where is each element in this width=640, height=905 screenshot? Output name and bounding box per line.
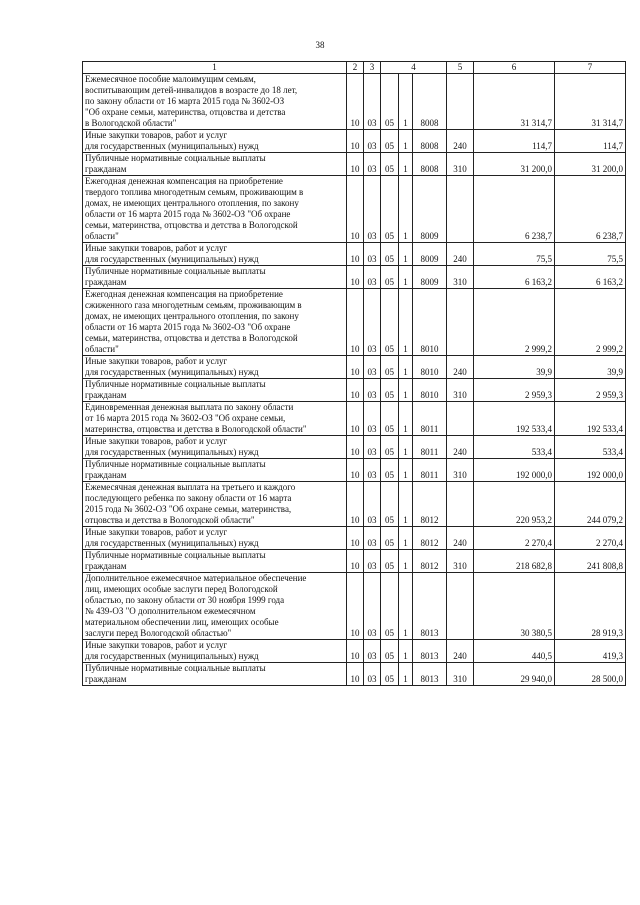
expense-type-code: 310 (447, 663, 474, 686)
amount-year-2: 419,3 (555, 640, 626, 663)
expense-code: 8011 (413, 459, 447, 482)
row-description: Иные закупки товаров, работ и услуг для государственных (муниципальных) нужд (83, 436, 347, 459)
table-row (83, 289, 626, 356)
row-description: Иные закупки товаров, работ и услуг для государственных (муниципальных) нужд (83, 527, 347, 550)
header-row (83, 62, 626, 74)
subprogram-code: 1 (399, 436, 413, 459)
amount-year-2: 192 000,0 (555, 459, 626, 482)
amount-year-1: 75,5 (474, 243, 555, 266)
subsection-code: 03 (364, 74, 381, 130)
section-code: 10 (347, 356, 364, 379)
expense-type-code: 310 (447, 266, 474, 289)
subsection-code: 03 (364, 436, 381, 459)
column-header-1: 1 (83, 62, 347, 74)
subprogram-code: 1 (399, 573, 413, 640)
program-code: 05 (381, 663, 399, 686)
expense-type-code: 310 (447, 459, 474, 482)
expense-code: 8013 (413, 640, 447, 663)
program-code: 05 (381, 640, 399, 663)
section-code: 10 (347, 573, 364, 640)
subprogram-code: 1 (399, 482, 413, 527)
column-header-7: 7 (555, 62, 626, 74)
program-code: 05 (381, 436, 399, 459)
expense-code: 8010 (413, 356, 447, 379)
section-code: 10 (347, 459, 364, 482)
expense-type-code (447, 482, 474, 527)
expense-type-code: 240 (447, 640, 474, 663)
section-code: 10 (347, 402, 364, 436)
row-description: Публичные нормативные социальные выплаты гражданам (83, 379, 347, 402)
program-code: 05 (381, 266, 399, 289)
amount-year-1: 192 533,4 (474, 402, 555, 436)
amount-year-1: 31 314,7 (474, 74, 555, 130)
row-description: Ежемесячная денежная выплата на третьего и каждого последующего ребенка по закону области от 16 марта 2015 года № 3602-ОЗ "Об охране семьи, материнства, отцовства и детства в Вологодской области" (83, 482, 347, 527)
subprogram-code: 1 (399, 130, 413, 153)
table-row (83, 459, 626, 482)
amount-year-1: 39,9 (474, 356, 555, 379)
program-code: 05 (381, 289, 399, 356)
program-code: 05 (381, 459, 399, 482)
expense-code: 8009 (413, 176, 447, 243)
section-code: 10 (347, 482, 364, 527)
row-description: Ежегодная денежная компенсация на приобретение твердого топлива многодетным семьям, проживающим в домах, не имеющих центрального отопления, по закону области от 16 марта 2015 года № 3602-ОЗ "Об охране семьи, материнства, отцовства и детства в Вологодской области" (83, 176, 347, 243)
subsection-code: 03 (364, 130, 381, 153)
table-row (83, 640, 626, 663)
row-description: Публичные нормативные социальные выплаты гражданам (83, 663, 347, 686)
section-code: 10 (347, 527, 364, 550)
amount-year-2: 75,5 (555, 243, 626, 266)
subsection-code: 03 (364, 289, 381, 356)
expense-code: 8012 (413, 527, 447, 550)
expense-code: 8008 (413, 74, 447, 130)
subprogram-code: 1 (399, 289, 413, 356)
expense-type-code: 310 (447, 550, 474, 573)
section-code: 10 (347, 153, 364, 176)
expense-code: 8011 (413, 402, 447, 436)
row-description: Ежегодная денежная компенсация на приобретение сжиженного газа многодетным семьям, проживающим в домах, не имеющих центрального отопления, по закону области от 16 марта 2015 года № 3602-ОЗ "Об охране семьи, материнства, отцовства и детства в Вологодской области" (83, 289, 347, 356)
expense-type-code: 310 (447, 379, 474, 402)
expense-code: 8010 (413, 289, 447, 356)
amount-year-1: 533,4 (474, 436, 555, 459)
page-number: 38 (315, 40, 325, 50)
section-code: 10 (347, 74, 364, 130)
section-code: 10 (347, 379, 364, 402)
table-row (83, 527, 626, 550)
amount-year-1: 6 238,7 (474, 176, 555, 243)
amount-year-1: 29 940,0 (474, 663, 555, 686)
amount-year-2: 6 238,7 (555, 176, 626, 243)
subsection-code: 03 (364, 459, 381, 482)
amount-year-2: 31 200,0 (555, 153, 626, 176)
amount-year-1: 114,7 (474, 130, 555, 153)
column-header-2: 2 (347, 62, 364, 74)
table-row (83, 266, 626, 289)
amount-year-1: 218 682,8 (474, 550, 555, 573)
amount-year-1: 2 959,3 (474, 379, 555, 402)
program-code: 05 (381, 527, 399, 550)
amount-year-1: 6 163,2 (474, 266, 555, 289)
column-header-6: 6 (474, 62, 555, 74)
amount-year-2: 28 919,3 (555, 573, 626, 640)
subsection-code: 03 (364, 402, 381, 436)
subsection-code: 03 (364, 573, 381, 640)
expense-type-code (447, 289, 474, 356)
subsection-code: 03 (364, 153, 381, 176)
expense-code: 8010 (413, 379, 447, 402)
expense-code: 8008 (413, 153, 447, 176)
row-description: Публичные нормативные социальные выплаты гражданам (83, 459, 347, 482)
subprogram-code: 1 (399, 550, 413, 573)
row-description: Иные закупки товаров, работ и услуг для государственных (муниципальных) нужд (83, 640, 347, 663)
subsection-code: 03 (364, 527, 381, 550)
subsection-code: 03 (364, 243, 381, 266)
expense-type-code: 240 (447, 436, 474, 459)
row-description: Публичные нормативные социальные выплаты гражданам (83, 550, 347, 573)
program-code: 05 (381, 573, 399, 640)
expense-type-code: 240 (447, 130, 474, 153)
amount-year-2: 192 533,4 (555, 402, 626, 436)
column-header-3: 3 (364, 62, 381, 74)
expense-code: 8011 (413, 436, 447, 459)
subprogram-code: 1 (399, 402, 413, 436)
amount-year-2: 533,4 (555, 436, 626, 459)
row-description: Единовременная денежная выплата по закону области от 16 марта 2015 года № 3602-ОЗ "Об охране семьи, материнства, отцовства и детства в Вологодской области" (83, 402, 347, 436)
row-description: Иные закупки товаров, работ и услуг для государственных (муниципальных) нужд (83, 243, 347, 266)
program-code: 05 (381, 356, 399, 379)
expense-code: 8012 (413, 482, 447, 527)
subprogram-code: 1 (399, 459, 413, 482)
amount-year-2: 241 808,8 (555, 550, 626, 573)
table-row (83, 243, 626, 266)
section-code: 10 (347, 289, 364, 356)
program-code: 05 (381, 379, 399, 402)
subsection-code: 03 (364, 356, 381, 379)
program-code: 05 (381, 74, 399, 130)
program-code: 05 (381, 176, 399, 243)
budget-table (82, 61, 626, 686)
expense-type-code: 310 (447, 153, 474, 176)
amount-year-2: 244 079,2 (555, 482, 626, 527)
subsection-code: 03 (364, 379, 381, 402)
amount-year-1: 2 999,2 (474, 289, 555, 356)
amount-year-2: 39,9 (555, 356, 626, 379)
table-row (83, 436, 626, 459)
subprogram-code: 1 (399, 379, 413, 402)
expense-type-code: 240 (447, 527, 474, 550)
section-code: 10 (347, 243, 364, 266)
amount-year-1: 2 270,4 (474, 527, 555, 550)
expense-type-code (447, 176, 474, 243)
subsection-code: 03 (364, 640, 381, 663)
section-code: 10 (347, 640, 364, 663)
subprogram-code: 1 (399, 153, 413, 176)
expense-type-code: 240 (447, 356, 474, 379)
subprogram-code: 1 (399, 266, 413, 289)
amount-year-2: 2 270,4 (555, 527, 626, 550)
column-header-5: 5 (447, 62, 474, 74)
table-row (83, 550, 626, 573)
expense-type-code (447, 573, 474, 640)
subprogram-code: 1 (399, 74, 413, 130)
expense-code: 8008 (413, 130, 447, 153)
section-code: 10 (347, 436, 364, 459)
program-code: 05 (381, 482, 399, 527)
amount-year-2: 114,7 (555, 130, 626, 153)
table-row (83, 402, 626, 436)
table-row (83, 130, 626, 153)
subsection-code: 03 (364, 550, 381, 573)
amount-year-1: 440,5 (474, 640, 555, 663)
amount-year-2: 6 163,2 (555, 266, 626, 289)
subsection-code: 03 (364, 482, 381, 527)
table-row (83, 74, 626, 130)
subprogram-code: 1 (399, 176, 413, 243)
section-code: 10 (347, 663, 364, 686)
expense-code: 8013 (413, 573, 447, 640)
amount-year-1: 30 380,5 (474, 573, 555, 640)
table-row (83, 176, 626, 243)
subprogram-code: 1 (399, 243, 413, 266)
row-description: Публичные нормативные социальные выплаты гражданам (83, 153, 347, 176)
expense-type-code (447, 402, 474, 436)
column-header-4: 4 (381, 62, 447, 74)
expense-code: 8013 (413, 663, 447, 686)
table-row (83, 379, 626, 402)
table-row (83, 356, 626, 379)
row-description: Иные закупки товаров, работ и услуг для государственных (муниципальных) нужд (83, 356, 347, 379)
section-code: 10 (347, 130, 364, 153)
subprogram-code: 1 (399, 640, 413, 663)
table-row (83, 573, 626, 640)
table-row (83, 663, 626, 686)
program-code: 05 (381, 153, 399, 176)
program-code: 05 (381, 243, 399, 266)
expense-code: 8012 (413, 550, 447, 573)
expense-code: 8009 (413, 243, 447, 266)
amount-year-2: 28 500,0 (555, 663, 626, 686)
table-row (83, 482, 626, 527)
program-code: 05 (381, 130, 399, 153)
amount-year-1: 31 200,0 (474, 153, 555, 176)
section-code: 10 (347, 266, 364, 289)
expense-type-code: 240 (447, 243, 474, 266)
amount-year-2: 31 314,7 (555, 74, 626, 130)
expense-code: 8009 (413, 266, 447, 289)
program-code: 05 (381, 402, 399, 436)
section-code: 10 (347, 550, 364, 573)
expense-type-code (447, 74, 474, 130)
amount-year-1: 192 000,0 (474, 459, 555, 482)
subsection-code: 03 (364, 663, 381, 686)
subprogram-code: 1 (399, 527, 413, 550)
subsection-code: 03 (364, 176, 381, 243)
subprogram-code: 1 (399, 663, 413, 686)
subsection-code: 03 (364, 266, 381, 289)
program-code: 05 (381, 550, 399, 573)
row-description: Ежемесячное пособие малоимущим семьям, воспитывающим детей-инвалидов в возрасте до 18 лет, по закону области от 16 марта 2015 года № 3602-ОЗ "Об охране семьи, материнства, отцовства и детства в Вологодской области" (83, 74, 347, 130)
amount-year-2: 2 959,3 (555, 379, 626, 402)
row-description: Публичные нормативные социальные выплаты гражданам (83, 266, 347, 289)
subprogram-code: 1 (399, 356, 413, 379)
amount-year-2: 2 999,2 (555, 289, 626, 356)
row-description: Дополнительное ежемесячное материальное обеспечение лиц, имеющих особые заслуги перед Вологодской областью, по закону области от 30 ноября 1999 года № 439-ОЗ "О дополнительном ежемесячном материальном обеспечении лиц, имеющих особые заслуги перед Вологодской областью" (83, 573, 347, 640)
section-code: 10 (347, 176, 364, 243)
table-row (83, 153, 626, 176)
row-description: Иные закупки товаров, работ и услуг для государственных (муниципальных) нужд (83, 130, 347, 153)
amount-year-1: 220 953,2 (474, 482, 555, 527)
